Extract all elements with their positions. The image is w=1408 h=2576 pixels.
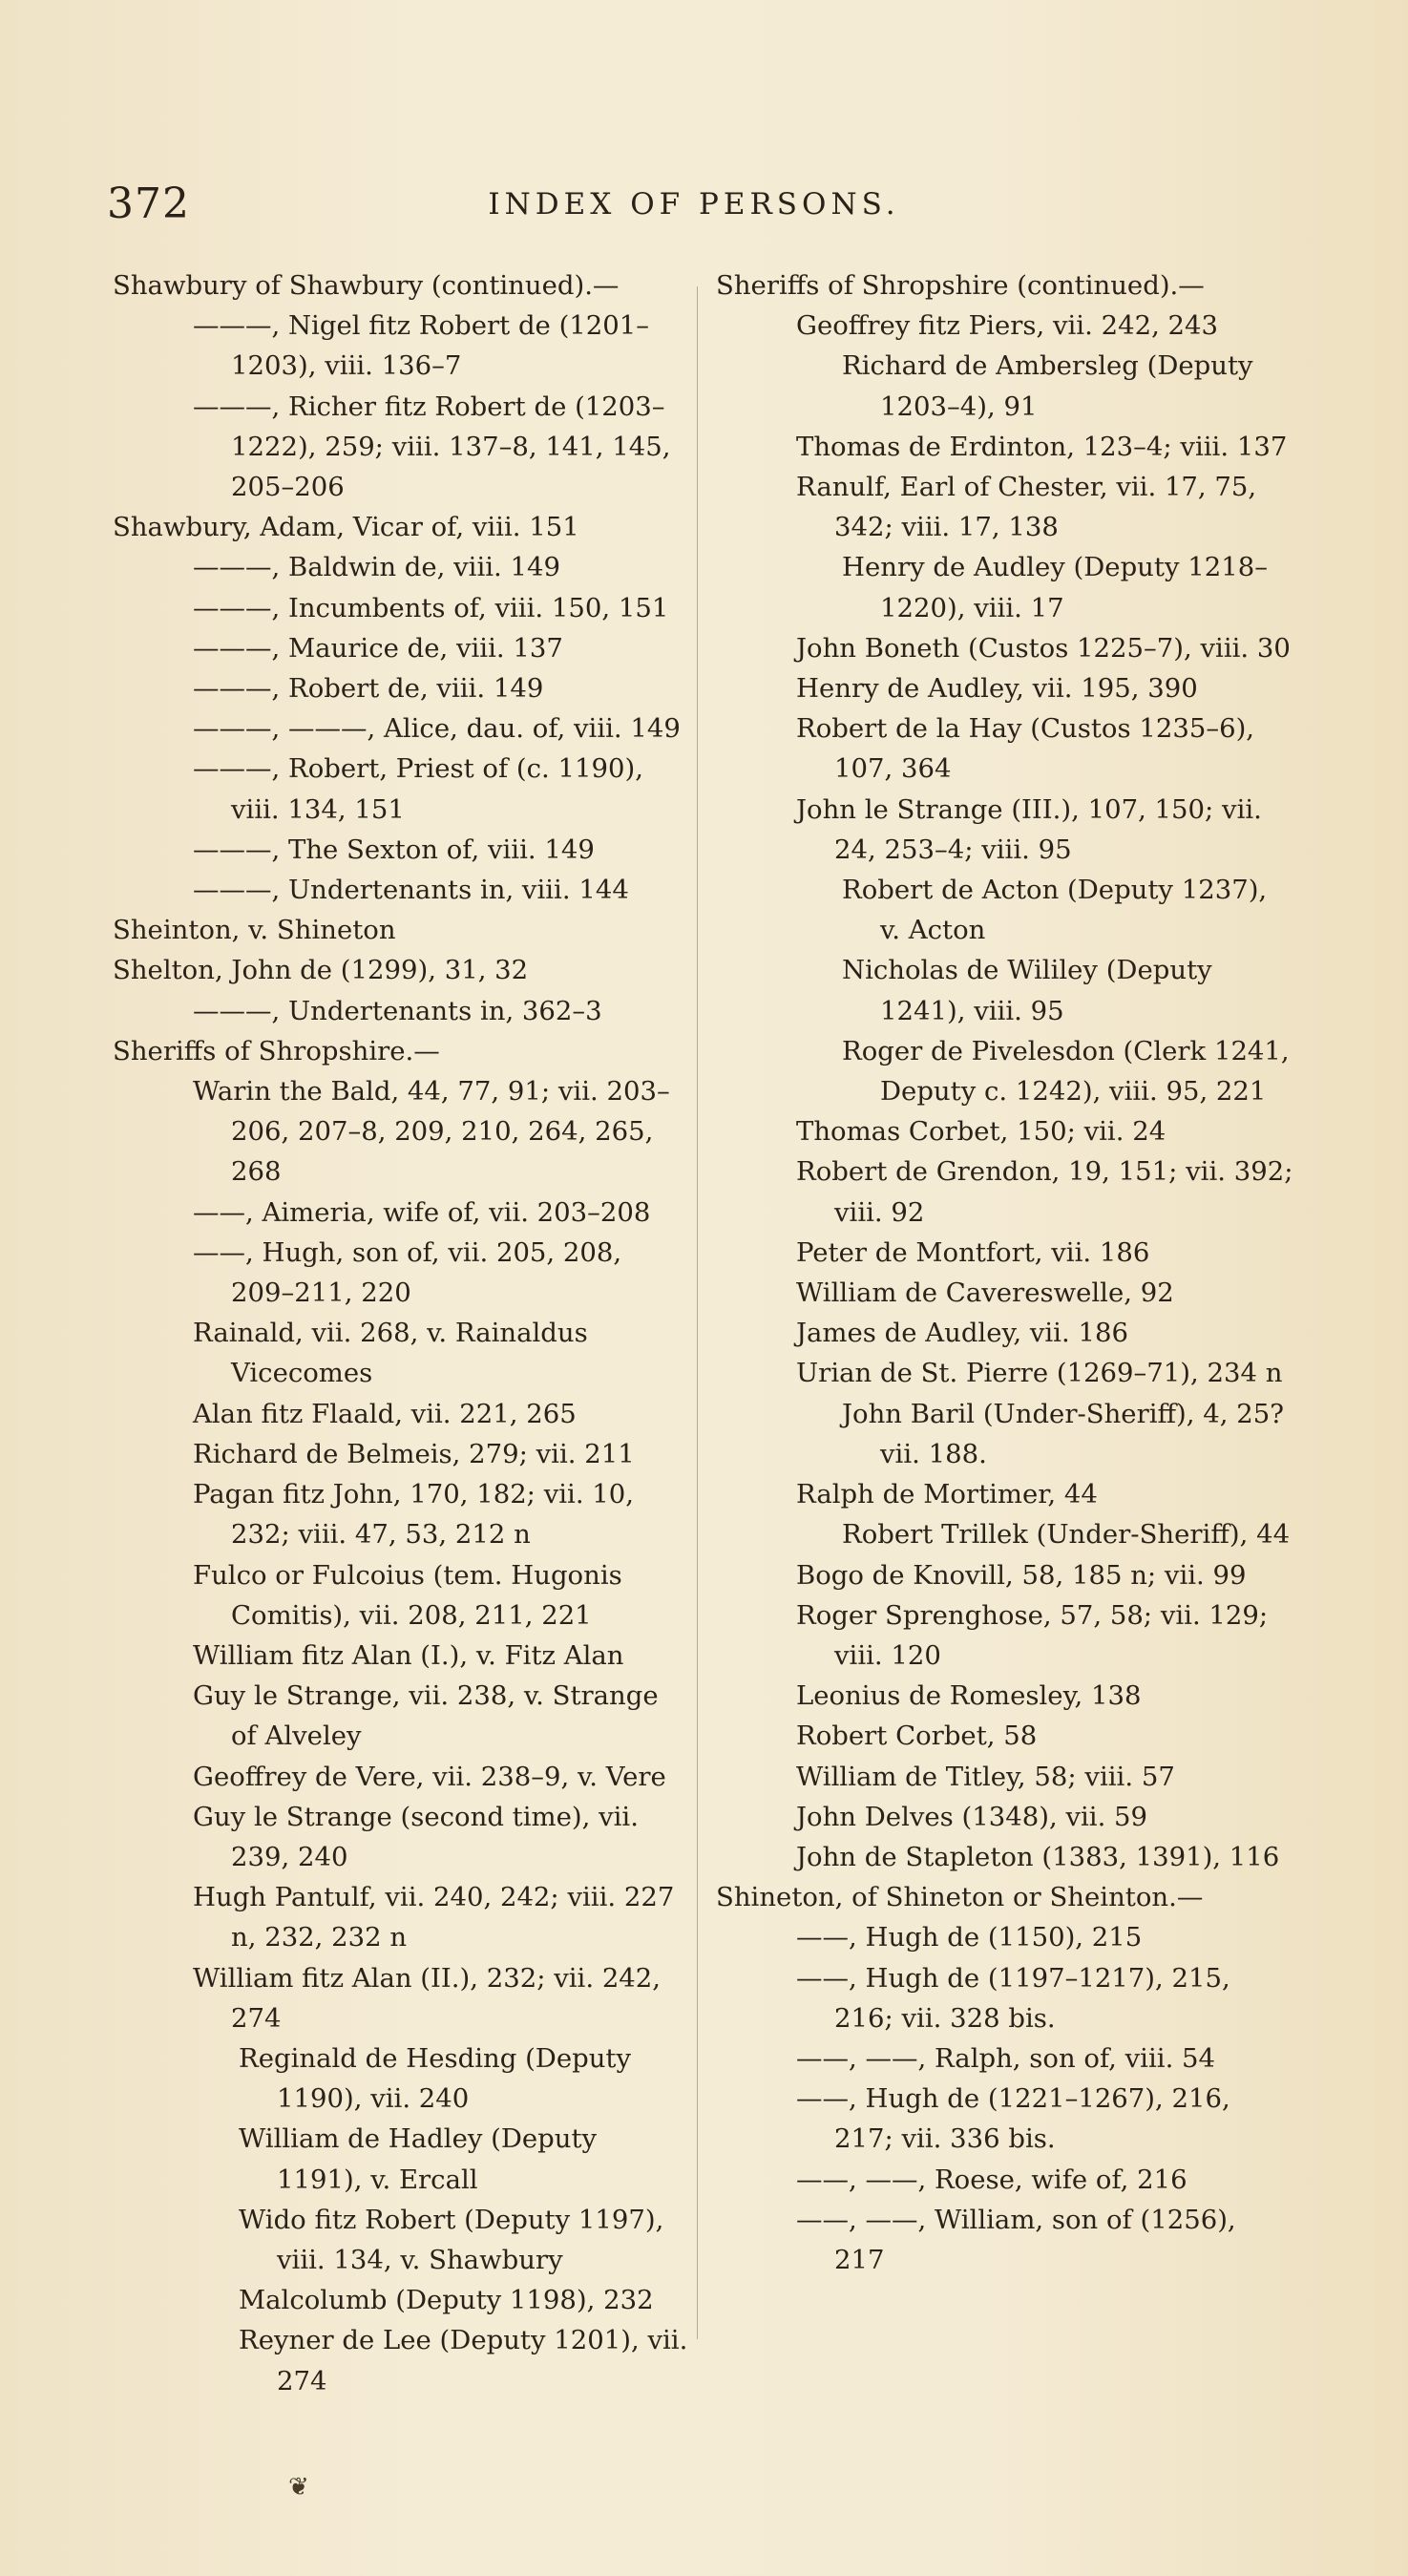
index-entry: Guy le Strange, vii. 238, v. Strange of Alveley (193, 1680, 659, 1752)
index-entry: Reyner de Lee (Deputy 1201), vii. 274 (239, 2325, 688, 2397)
index-entry: John Delves (1348), vii. 59 (796, 1801, 1148, 1832)
index-entry: ———, Maurice de, viii. 137 (193, 632, 563, 664)
index-entry: William fitz Alan (I.), v. Fitz Alan (193, 1639, 624, 1671)
index-entry: Nicholas de Wililey (Deputy 1241), viii. 95 (842, 955, 1212, 1026)
index-entry: ———, Undertenants in, viii. 144 (193, 875, 629, 906)
index-entry: Shelton, John de (1299), 31, 32 (113, 955, 529, 986)
index-entry: ——, Hugh de (1197–1217), 215, 216; vii. 328 bis. (796, 1962, 1230, 2034)
index-entry: ———, Baldwin de, viii. 149 (193, 552, 561, 583)
column-divider (697, 286, 698, 2339)
index-entry: Alan fitz Flaald, vii. 221, 265 (193, 1398, 577, 1429)
running-title: INDEX OF PERSONS. (488, 187, 900, 222)
index-entry: Guy le Strange (second time), vii. 239, 240 (193, 1801, 639, 1872)
index-entry: Sheriffs of Shropshire (continued).— (716, 270, 1205, 301)
index-entry: John Boneth (Custos 1225–7), viii. 30 (796, 632, 1291, 664)
index-entry: Fulco or Fulcoius (tem. Hugonis Comitis), vii. 208, 211, 221 (193, 1559, 622, 1631)
index-entry: Robert de la Hay (Custos 1235–6), 107, 364 (796, 713, 1255, 785)
index-entry: Robert de Acton (Deputy 1237), v. Acton (842, 875, 1268, 946)
index-entry: Malcolumb (Deputy 1198), 232 (239, 2285, 654, 2316)
index-entry: ———, Robert, Priest of (c. 1190), viii. 134, 151 (193, 753, 643, 825)
index-entry: Thomas de Erdinton, 123–4; viii. 137 (796, 431, 1288, 462)
index-entry: ——, Aimeria, wife of, vii. 203–208 (193, 1196, 651, 1228)
index-entry: Henry de Audley (Deputy 1218–1220), viii. 17 (842, 552, 1268, 623)
index-entry: Peter de Montfort, vii. 186 (796, 1236, 1150, 1268)
index-entry: Hugh Pantulf, vii. 240, 242; viii. 227 n, 232, 232 n (193, 1882, 675, 1953)
index-entry: Sheriffs of Shropshire.— (113, 1035, 440, 1066)
index-entry: John de Stapleton (1383, 1391), 116 (796, 1841, 1280, 1872)
index-entry: Thomas Corbet, 150; vii. 24 (796, 1116, 1166, 1148)
index-entry: Urian de St. Pierre (1269–71), 234 n (796, 1358, 1283, 1389)
index-entry: Warin the Bald, 44, 77, 91; vii. 203–206, 207–8, 209, 210, 264, 265, 268 (193, 1076, 670, 1188)
index-entry: Henry de Audley, vii. 195, 390 (796, 673, 1198, 705)
page-header (107, 179, 1281, 237)
index-entry: Robert Trillek (Under-Sheriff), 44 (842, 1519, 1291, 1551)
index-entry: Ralph de Mortimer, 44 (796, 1479, 1098, 1510)
index-entry: Bogo de Knovill, 58, 185 n; vii. 99 (796, 1559, 1247, 1591)
page-number: 372 (107, 179, 190, 228)
index-entry: William de Titley, 58; viii. 57 (796, 1761, 1175, 1792)
index-entry: John le Strange (III.), 107, 150; vii. 24, 253–4; viii. 95 (796, 793, 1262, 865)
index-entry: John Baril (Under-Sheriff), 4, 25? vii. 188. (842, 1398, 1284, 1469)
index-entry: ———, The Sexton of, viii. 149 (193, 834, 595, 865)
index-entry: Reginald de Hesding (Deputy 1190), vii. 240 (239, 2042, 632, 2115)
index-entry: ———, Incumbents of, viii. 150, 151 (193, 592, 669, 623)
index-entry: ——, ——, Roese, wife of, 216 (796, 2164, 1187, 2195)
index-entry: Robert Corbet, 58 (796, 1721, 1038, 1752)
index-entry: Shawbury of Shawbury (continued).— (113, 270, 620, 301)
index-entry: ——, ——, Ralph, son of, viii. 54 (796, 2042, 1216, 2074)
index-entry: ——, Hugh de (1221–1267), 216, 217; vii. 336 bis. (796, 2083, 1230, 2155)
index-entry: Geoffrey de Vere, vii. 238–9, v. Vere (193, 1761, 666, 1792)
index-entry: Roger de Pivelesdon (Clerk 1241, Deputy c. 1242), viii. 95, 221 (842, 1035, 1290, 1108)
index-entry: James de Audley, vii. 186 (796, 1318, 1128, 1349)
index-entry: Richard de Belmeis, 279; vii. 211 (193, 1438, 635, 1469)
index-entry: ———, ———, Alice, dau. of, viii. 149 (193, 713, 681, 745)
index-column-right (716, 265, 1293, 2280)
index-entry: Roger Sprenghose, 57, 58; vii. 129; viii. 120 (796, 1599, 1269, 1671)
index-entry: William de Hadley (Deputy 1191), v. Ercall (239, 2123, 598, 2195)
index-entry: William fitz Alan (II.), 232; vii. 242, 274 (193, 1962, 662, 2034)
index-entry: Robert de Grendon, 19, 151; vii. 392; viii. 92 (796, 1156, 1293, 1228)
index-entry: ——, Hugh, son of, vii. 205, 208, 209–211, 220 (193, 1236, 622, 1309)
index-entry: ———, Nigel fitz Robert de (1201–1203), viii. 136–7 (193, 310, 650, 382)
index-entry: William de Cavereswelle, 92 (796, 1277, 1174, 1309)
index-entry: Richard de Ambersleg (Deputy 1203–4), 91 (842, 350, 1253, 422)
index-entry: ———, Undertenants in, 362–3 (193, 995, 602, 1026)
index-entry: ———, Richer fitz Robert de (1203–1222), 259; viii. 137–8, 141, 145, 205–206 (193, 391, 671, 503)
index-entry: Leonius de Romesley, 138 (796, 1680, 1142, 1712)
index-entry: Geoffrey fitz Piers, vii. 242, 243 (796, 310, 1219, 342)
index-entry: Rainald, vii. 268, v. Rainaldus Vicecomes (193, 1318, 588, 1389)
index-entry: Shineton, of Shineton or Sheinton.— (716, 1882, 1204, 1913)
index-entry: Ranulf, Earl of Chester, vii. 17, 75, 342; viii. 17, 138 (796, 472, 1257, 543)
index-entry: Shawbury, Adam, Vicar of, viii. 151 (113, 512, 579, 543)
printer-mark: ❦ (288, 2473, 309, 2502)
index-column-left (113, 265, 690, 2401)
index-entry: Sheinton, v. Shineton (113, 915, 396, 946)
index-entry: ——, ——, William, son of (1256), 217 (796, 2204, 1236, 2275)
index-entry: Pagan fitz John, 170, 182; vii. 10, 232; viii. 47, 53, 212 n (193, 1479, 635, 1551)
index-entry: ———, Robert de, viii. 149 (193, 673, 544, 705)
index-entry: Wido fitz Robert (Deputy 1197), viii. 134, v. Shawbury (239, 2204, 664, 2275)
index-entry: ——, Hugh de (1150), 215 (796, 1922, 1143, 1953)
